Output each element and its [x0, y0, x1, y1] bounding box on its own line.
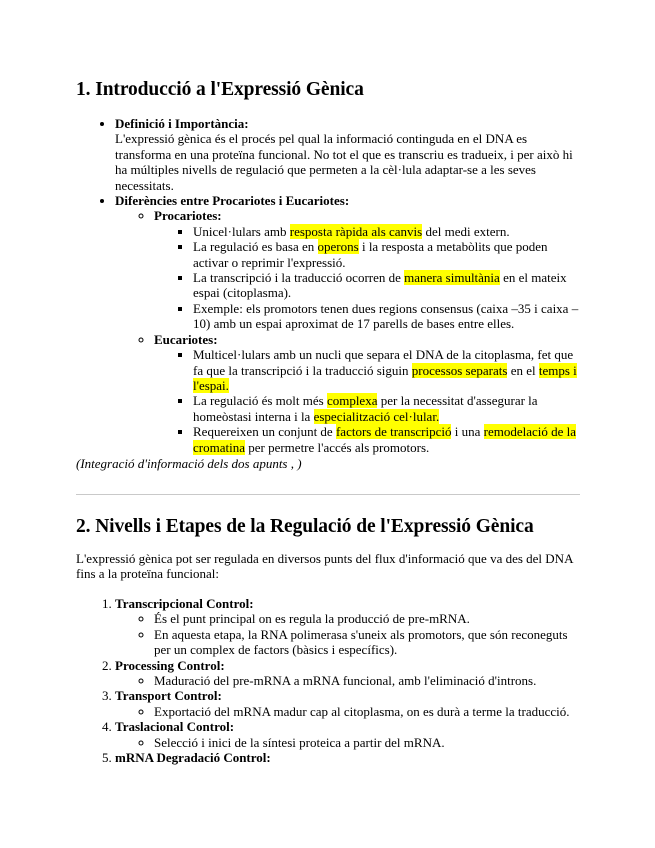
text-segment: Exemple: els promotors tenen dues regions consensus (caixa –35 i caixa –10) amb un espai aproximat de 17 parells de bases entre elles. — [193, 300, 579, 332]
step-sublist — [115, 611, 580, 657]
section-2-steps — [76, 596, 580, 765]
definition-item — [115, 116, 580, 193]
highlight: operons — [317, 239, 359, 255]
eukaryotes-label: Eucariotes: — [154, 331, 218, 347]
section-1-body — [76, 116, 580, 455]
text-segment: Requereixen un conjunt de — [193, 424, 336, 440]
section-2-intro-block — [76, 551, 580, 582]
step-label: Transcripcional Control: — [115, 596, 254, 611]
text-segment: per permetre l'accés als promotors. — [244, 439, 430, 455]
eukaryotes-list — [154, 347, 580, 455]
definition-label: Definició i Importància: — [115, 116, 249, 131]
step-label: Transport Control: — [115, 688, 222, 704]
step-sublist — [115, 735, 580, 750]
section-divider — [76, 494, 580, 495]
regulation-steps-list — [76, 596, 580, 765]
list-item — [193, 347, 580, 393]
section-2-intro: L'expressió gènica pot ser regulada en diversos punts del flux d'informació que va des del DNA fins a la proteïna funcional: — [76, 551, 573, 582]
step-sublist — [115, 673, 580, 688]
step-mrna-degradation — [115, 750, 580, 765]
list-item: ◦ Exportació del mRNA madur cap al citoplasma, on es durà a terme la traducció. — [154, 704, 580, 719]
section-1-list — [76, 116, 580, 455]
list-item: ◦ En aquesta etapa, la RNA polimerasa s'uneix als promotors, que són reconeguts per un complex de factors (bàsics i específics). — [154, 627, 580, 658]
text-segment: La regulació és molt més — [193, 393, 327, 409]
list-item — [193, 424, 580, 455]
source-note: (Integració d'informació dels dos apunts , ) — [76, 456, 302, 471]
text-segment: Unicel·lulars amb — [193, 223, 290, 239]
eukaryotes-item — [154, 332, 580, 455]
list-item: ◦ Maduració del pre-mRNA a mRNA funcional, amb l'eliminació d'introns. — [154, 673, 580, 688]
list-item — [193, 301, 580, 332]
section-2 — [76, 515, 580, 539]
highlight: remodelació de la cromatina — [193, 424, 577, 455]
step-transcriptional — [115, 596, 580, 658]
step-translational — [115, 719, 580, 750]
step-sublist — [115, 704, 580, 719]
section-2-title: 2. Nivells i Etapes de la Regulació de l'Expressió Gènica — [76, 516, 534, 537]
highlight: resposta ràpida als canvis — [289, 223, 423, 239]
section-1-note-block — [76, 456, 580, 471]
list-item — [193, 393, 580, 424]
highlight: complexa — [326, 393, 378, 409]
highlight: especialització cel·lular. — [313, 408, 440, 424]
step-label: Traslacional Control: — [115, 719, 235, 735]
text-segment: La regulació es basa en — [193, 239, 318, 255]
differences-item — [115, 193, 580, 455]
step-transport — [115, 688, 580, 719]
step-label: Processing Control: — [115, 657, 225, 673]
definition-text: L'expressió gènica és el procés pel qual la informació continguda en el DNA es transforma en una proteïna funcional. No tot el que es transcriu es tradueix, i per això hi ha múltiples nivells de regulació que permeten a la cèl·lula adaptar-se a les seves necessitats. — [115, 131, 573, 193]
text-segment: La transcripció i la traducció ocorren de — [193, 270, 405, 286]
highlight: processos separats — [411, 362, 508, 378]
section-1-title: 1. Introducció a l'Expressió Gènica — [76, 79, 364, 100]
list-item: ◦ És el punt principal on es regula la producció de pre-mRNA. — [154, 611, 580, 626]
section-1 — [76, 78, 580, 102]
text-segment: en el — [507, 362, 539, 378]
step-label: mRNA Degradació Control: — [115, 750, 271, 766]
list-item — [193, 224, 580, 239]
text-segment: Multicel·lulars amb un nucli que separa el DNA de la citoplasma, fet que fa que la transcripció i la traducció siguin — [193, 347, 574, 378]
differences-label: Diferències entre Procariotes i Eucariotes: — [115, 193, 350, 209]
highlight: manera simultània — [404, 270, 500, 286]
text-segment: del medi extern. — [422, 223, 510, 239]
list-item: ◦ Selecció i inici de la síntesi proteica a partir del mRNA. — [154, 735, 580, 750]
prokaryotes-list — [154, 224, 580, 332]
text-segment: i la resposta a metabòlits que poden activar o reprimir l'expressió. — [193, 239, 548, 270]
text-segment: i una — [451, 424, 484, 440]
prokaryotes-label: Procariotes: — [154, 208, 222, 224]
highlight: temps i l'espai. — [193, 362, 577, 393]
differences-sublist — [115, 208, 580, 455]
prokaryotes-item — [154, 208, 580, 331]
list-item — [193, 270, 580, 301]
text-segment: per la necessitat d'assegurar la homeòstasi interna i la — [193, 393, 538, 424]
step-processing — [115, 658, 580, 689]
list-item — [193, 239, 580, 270]
text-segment: en el mateix espai (citoplasma). — [193, 270, 567, 301]
highlight: factors de transcripció — [335, 424, 452, 440]
